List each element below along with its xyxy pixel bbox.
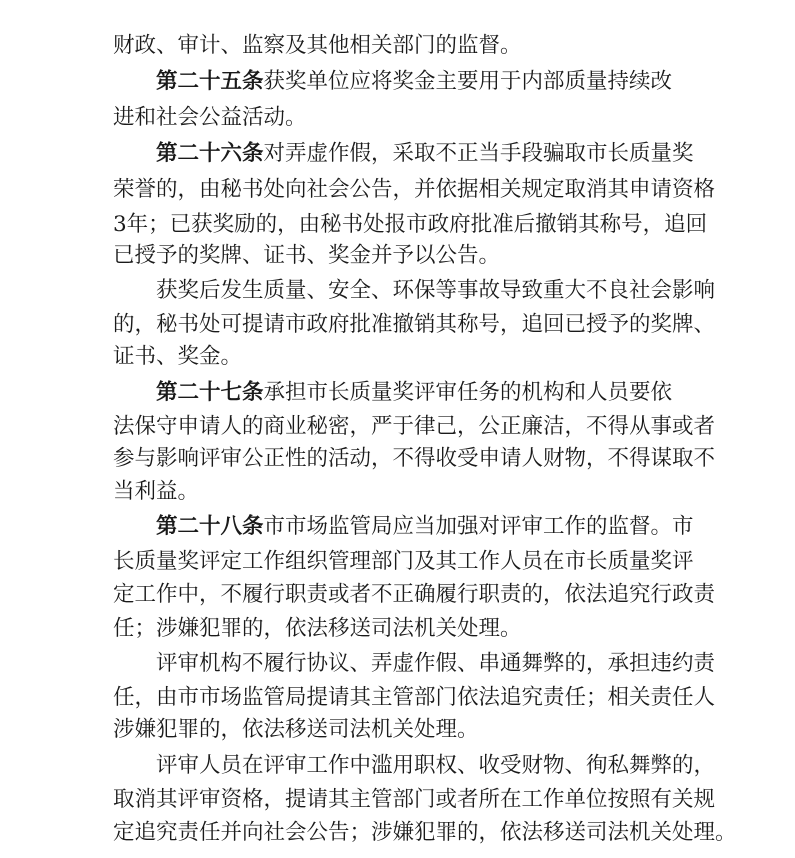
line-text: 任；涉嫌犯罪的，依法移送司法机关处理。 xyxy=(113,616,522,641)
text-line xyxy=(113,340,242,374)
text-line xyxy=(113,783,715,817)
article-heading-line xyxy=(156,137,694,171)
text-line xyxy=(113,578,715,612)
line-text: 评审机构不履行协议、弄虚作假、串通舞弊的，承担违约责 xyxy=(156,651,716,676)
line-text: 证书、奖金。 xyxy=(113,344,243,369)
line-text: 法保守申请人的商业秘密，严于律己，公正廉洁，不得从事或者 xyxy=(113,414,716,439)
line-text: 评审人员在评审工作中滥用职权、收受财物、徇私舞弊的， xyxy=(156,753,716,778)
line-text: 获奖单位应将奖金主要用于内部质量持续改 xyxy=(263,69,673,94)
line-text: 荣誉的，由秘书处向社会公告，并依据相关规定取消其申请资格 xyxy=(113,177,716,202)
article-heading-line xyxy=(156,65,672,99)
line-text: 市市场监管局应当加强对评审工作的监督。市 xyxy=(263,514,694,539)
line-text: 获奖后发生质量、安全、环保等事故导致重大不良社会影响 xyxy=(156,278,716,303)
article-number: 第二十六条 xyxy=(156,141,264,166)
article-number: 第二十七条 xyxy=(156,380,264,405)
line-text: 任，由市市场监管局提请其主管部门依法追究责任；相关责任人 xyxy=(113,685,716,710)
line-text: 对弄虚作假，采取不正当手段骗取市长质量奖 xyxy=(263,141,694,166)
text-line xyxy=(156,274,715,308)
text-line xyxy=(113,442,715,476)
line-text: 涉嫌犯罪的，依法移送司法机关处理。 xyxy=(113,717,479,742)
line-text: 承担市长质量奖评审任务的机构和人员要依 xyxy=(263,380,673,405)
text-line xyxy=(113,101,307,135)
text-line xyxy=(113,545,694,579)
article-number: 第二十五条 xyxy=(156,69,264,94)
line-text: 定工作中，不履行职责或者不正确履行职责的，依法追究行政责 xyxy=(113,582,716,607)
text-line xyxy=(113,681,715,715)
text-line xyxy=(113,410,715,444)
line-text: 取消其评审资格，提请其主管部门或者所在工作单位按照有关规 xyxy=(113,787,716,812)
text-line xyxy=(113,816,737,850)
text-line xyxy=(113,29,522,63)
article-heading-line xyxy=(156,376,672,410)
line-text: 进和社会公益活动。 xyxy=(113,105,307,130)
text-line xyxy=(156,647,715,681)
article-heading-line xyxy=(156,510,694,544)
text-line xyxy=(113,475,199,509)
line-text: 的，秘书处可提请市政府批准撤销其称号，追回已授予的奖牌、 xyxy=(113,312,716,337)
line-text: 当利益。 xyxy=(113,479,200,504)
text-line xyxy=(113,239,500,273)
text-line xyxy=(113,208,707,242)
line-text: 财政、审计、监察及其他相关部门的监督。 xyxy=(113,33,522,58)
text-line xyxy=(113,713,479,747)
line-text: 长质量奖评定工作组织管理部门及其工作人员在市长质量奖评 xyxy=(113,549,694,574)
article-number: 第二十八条 xyxy=(156,514,264,539)
text-line xyxy=(113,612,522,646)
line-text: 3年；已获奖励的，由秘书处报市政府批准后撤销其称号，追回 xyxy=(113,212,708,237)
text-line xyxy=(156,749,715,783)
text-line xyxy=(113,173,715,207)
line-text: 已授予的奖牌、证书、奖金并予以公告。 xyxy=(113,243,501,268)
text-line xyxy=(113,308,715,342)
line-text: 参与影响评审公正性的活动，不得收受申请人财物，不得谋取不 xyxy=(113,446,716,471)
line-text: 定追究责任并向社会公告；涉嫌犯罪的，依法移送司法机关处理。 xyxy=(113,820,737,845)
